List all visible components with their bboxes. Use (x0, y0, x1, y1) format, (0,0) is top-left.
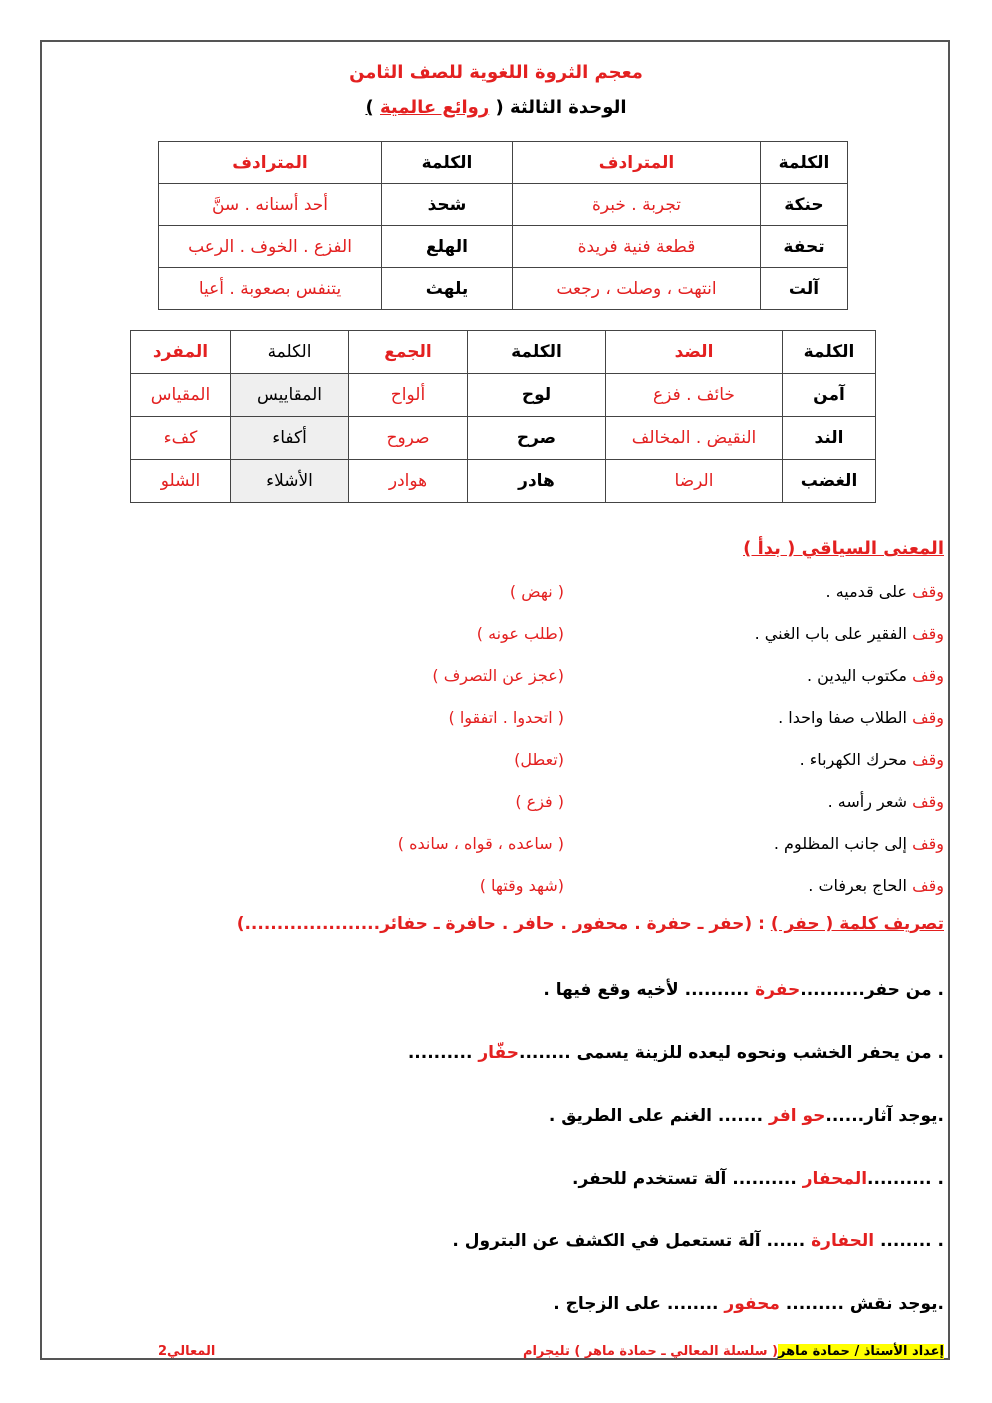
header-antonym: الضد (606, 331, 783, 374)
line-post: .......... آلة تستخدم للحفر. (571, 1169, 803, 1189)
list-item (344, 582, 944, 610)
word-cell: تحفة (761, 226, 848, 268)
prepared-by: إعداد الأستاذ / حمادة ماهر (778, 1344, 944, 1359)
context-answer: ( فزع ) (515, 792, 564, 811)
header-word: الكلمة (382, 142, 513, 184)
header-word: الكلمة (761, 142, 848, 184)
list-item (344, 876, 944, 904)
line-answer: حو افر (769, 1106, 826, 1126)
table-row (159, 268, 848, 310)
word-cell: آلت (761, 268, 848, 310)
word-cell: شحذ (382, 184, 513, 226)
word-cell: الند (783, 417, 876, 460)
synonym-cell: أحد أسنانه . سنَّ (159, 184, 382, 226)
exercise-line (549, 1106, 944, 1126)
line-pre: . من يحفر الخشب ونحوه ليعده للزينة يسمى ........ (519, 1043, 944, 1063)
sentence-rest: محرك الكهرباء . (799, 750, 913, 769)
table-row (159, 184, 848, 226)
line-answer: محفور (724, 1294, 780, 1314)
header-singular: المفرد (131, 331, 231, 374)
line-post: ...... آلة تستعمل في الكشف عن البترول . (452, 1231, 812, 1251)
antonym-cell: الرضا (606, 460, 783, 503)
line-post: ........ على الزجاج . (553, 1294, 725, 1314)
context-sentence (826, 582, 944, 601)
synonym-cell: يتنفس بصعوبة . أعيا (159, 268, 382, 310)
antonyms-plurals-table (130, 330, 876, 503)
synonym-cell: تجربة . خبرة (513, 184, 761, 226)
word-cell: صرح (468, 417, 606, 460)
line-answer: الحفارة (811, 1231, 875, 1251)
line-pre: .يوجد نقش ......... (779, 1294, 944, 1314)
plural-cell: صروح (349, 417, 468, 460)
exercise-line (543, 980, 944, 1000)
table-row (131, 374, 876, 417)
line-pre: . من حفر.......... (800, 980, 944, 1000)
sentence-rest: الفقير على باب الغني . (754, 624, 913, 643)
unit-prefix: الوحدة الثالثة ( (495, 97, 627, 118)
list-item (344, 792, 944, 820)
line-post: .......... (407, 1043, 479, 1063)
footer-credit (523, 1344, 944, 1359)
singular-cell: كفء (131, 417, 231, 460)
list-item (344, 750, 944, 778)
header-word: الكلمة (783, 331, 876, 374)
line-pre: .يوجد آثار...... (825, 1106, 944, 1126)
plural-cell: ألواح (349, 374, 468, 417)
context-answer: ( نهض ) (509, 582, 564, 601)
list-item (344, 834, 944, 862)
tasrif-heading (237, 914, 944, 934)
unit-name: روائع عالمية (380, 97, 490, 118)
page-label: المعالي2 (158, 1344, 216, 1359)
line-answer: المحفار (802, 1169, 868, 1189)
unit-title (0, 97, 992, 118)
verb: وقف (912, 792, 944, 811)
word-cell: أكفاء (231, 417, 349, 460)
line-pre: . .......... (867, 1169, 944, 1189)
list-item (344, 624, 944, 652)
context-answer: (تعطل) (514, 750, 564, 769)
verb: وقف (912, 750, 944, 769)
exercise-line (408, 1043, 944, 1063)
sentence-rest: الطلاب صفا واحدا . (778, 708, 913, 727)
singular-cell: المقياس (131, 374, 231, 417)
unit-suffix: ) (365, 97, 374, 118)
context-answer: ( ساعده ، قواه ، سانده ) (397, 834, 564, 853)
synonyms-table (158, 141, 848, 310)
verb: وقف (912, 624, 944, 643)
exercise-line (452, 1231, 944, 1251)
word-cell: يلهث (382, 268, 513, 310)
header-word: الكلمة (231, 331, 349, 374)
plural-cell: هوادر (349, 460, 468, 503)
line-pre: . ........ (874, 1231, 944, 1251)
context-answer: ( اتحدوا . اتفقوا ) (448, 708, 564, 727)
verb: وقف (912, 876, 944, 895)
sentence-rest: الحاج بعرفات . (808, 876, 913, 895)
header-synonym: المترادف (159, 142, 382, 184)
table-row (131, 417, 876, 460)
header-synonym: المترادف (513, 142, 761, 184)
sentence-rest: شعر رأسه . (827, 792, 913, 811)
synonym-cell: قطعة فنية فريدة (513, 226, 761, 268)
antonym-cell: النقيض . المخالف (606, 417, 783, 460)
word-cell: آمن (783, 374, 876, 417)
series-name: ( سلسلة المعالي ـ حمادة ماهر ) تليجرام (522, 1344, 779, 1359)
context-answer: (عجز عن التصرف ) (432, 666, 564, 685)
word-cell: هادر (468, 460, 606, 503)
singular-cell: الشلو (131, 460, 231, 503)
table-header-row (131, 331, 876, 374)
tasrif-title: تصريف كلمة ( حفر ) (770, 914, 944, 934)
context-sentence (778, 708, 944, 727)
verb: وقف (912, 834, 944, 853)
synonym-cell: انتهت ، وصلت ، رجعت (513, 268, 761, 310)
word-cell: الهلع (382, 226, 513, 268)
header-word: الكلمة (468, 331, 606, 374)
table-row (159, 226, 848, 268)
context-answer: (شهد وقتها ) (479, 876, 564, 895)
verb: وقف (912, 582, 944, 601)
table-row (131, 460, 876, 503)
word-cell: المقاييس (231, 374, 349, 417)
context-sentence (808, 876, 944, 895)
exercise-line (572, 1169, 944, 1189)
word-cell: الغضب (783, 460, 876, 503)
word-cell: الأشلاء (231, 460, 349, 503)
sentence-rest: إلى جانب المظلوم . (773, 834, 913, 853)
sentence-rest: مكتوب اليدين . (806, 666, 913, 685)
header-plural: الجمع (349, 331, 468, 374)
tasrif-options: : (حفر ـ حفرة . محفور . حافر . حافرة ـ حفائر.....................) (236, 914, 765, 934)
context-sentence (800, 750, 944, 769)
context-sentence (807, 666, 944, 685)
context-sentence (774, 834, 944, 853)
list-item (344, 666, 944, 694)
context-answer: (طلب عونه ) (476, 624, 564, 643)
verb: وقف (912, 708, 944, 727)
antonym-cell: خائف . فزع (606, 374, 783, 417)
list-item (344, 708, 944, 736)
synonym-cell: الفزع . الخوف . الرعب (159, 226, 382, 268)
context-sentence (755, 624, 944, 643)
context-heading: المعنى السياقي ( بدأ ) (743, 538, 944, 559)
word-cell: حنكة (761, 184, 848, 226)
page-title: معجم الثروة اللغوية للصف الثامن (349, 62, 643, 83)
sentence-rest: على قدميه . (825, 582, 913, 601)
line-post: ....... الغنم على الطريق . (548, 1106, 769, 1126)
context-sentence (828, 792, 944, 811)
line-answer: حفرة (755, 980, 801, 1000)
word-cell: لوح (468, 374, 606, 417)
verb: وقف (912, 666, 944, 685)
footer (48, 1344, 944, 1364)
table-header-row (159, 142, 848, 184)
line-answer: حفّار (478, 1043, 520, 1063)
exercise-line (553, 1294, 944, 1314)
line-post: .......... لأخيه وقع فيها . (543, 980, 756, 1000)
